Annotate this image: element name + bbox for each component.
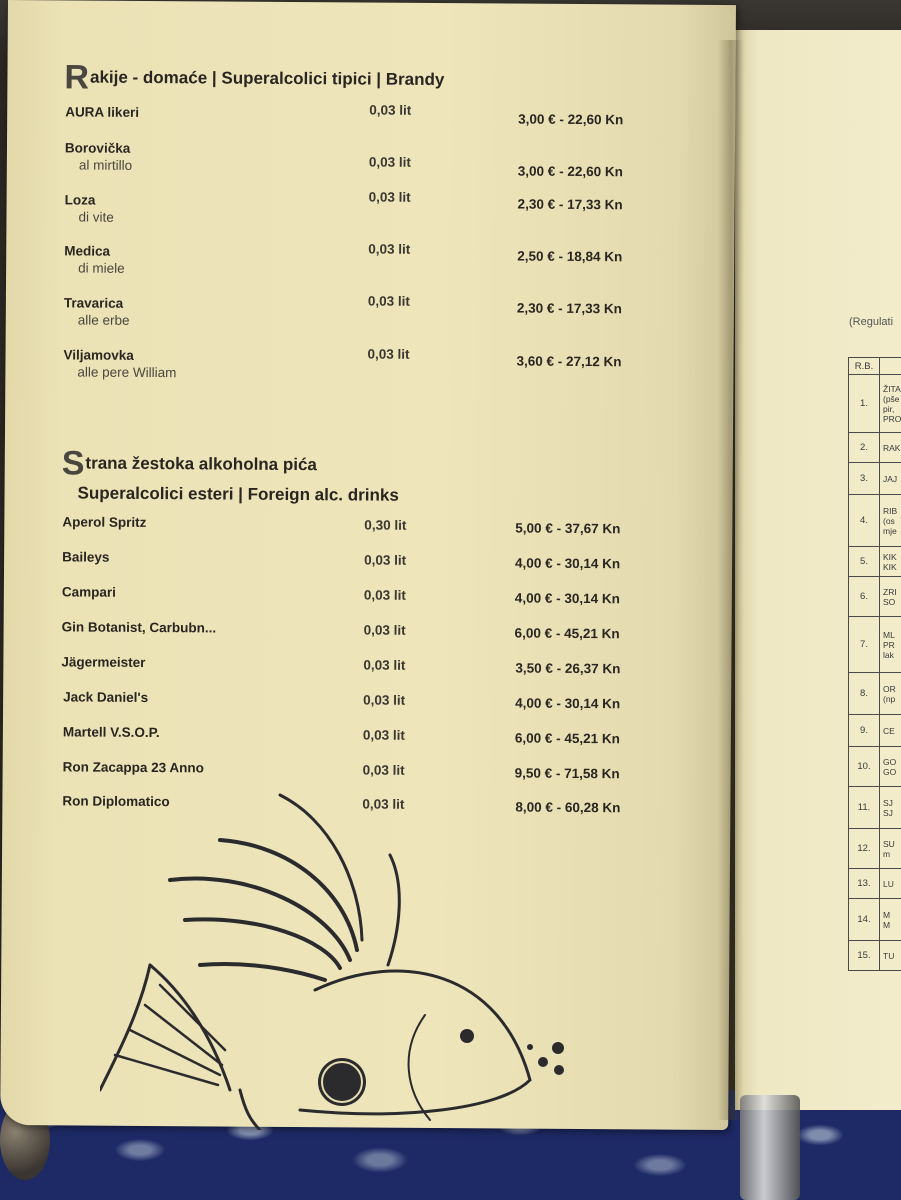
rakija-volume: 0,03 lit <box>367 346 410 362</box>
foreign-drink-name: Campari <box>61 584 116 600</box>
allergen-number: 4. <box>849 495 880 547</box>
rakija-description: di miele <box>78 260 125 276</box>
foreign-drink-name: Jägermeister <box>61 654 146 670</box>
foreign-drink-name: Ron Zacappa 23 Anno <box>62 759 204 776</box>
foreign-drink-name: Jack Daniel's <box>63 689 149 705</box>
allergen-table <box>848 357 901 971</box>
allergen-number: 3. <box>849 463 880 495</box>
rakija-description: alle erbe <box>77 312 130 328</box>
allergen-row <box>849 673 901 715</box>
foreign-drink-volume: 0,03 lit <box>362 727 405 743</box>
foreign-drink-name: Gin Botanist, Carbubn... <box>61 619 217 636</box>
rakija-name: AURA likeri <box>65 104 140 120</box>
allergen-text: RAK <box>880 433 901 463</box>
allergen-text: M M <box>880 899 901 941</box>
rakija-name: Viljamovka <box>63 347 134 363</box>
foreign-drink-name: Aperol Spritz <box>62 514 147 530</box>
rakija-description: di vite <box>78 209 114 225</box>
foreign-drink-volume: 0,03 lit <box>362 796 405 812</box>
foreign-drink-price: 8,00 € - 60,28 Kn <box>515 799 621 816</box>
foreign-drink-name: Ron Diplomatico <box>62 793 170 810</box>
foreign-drink-name: Baileys <box>62 549 110 565</box>
allergen-number: 7. <box>849 617 880 673</box>
rakija-volume: 0,03 lit <box>368 241 411 257</box>
foreign-drink-price: 6,00 € - 45,21 Kn <box>514 625 620 642</box>
rakija-name: Medica <box>64 243 111 259</box>
allergen-row <box>849 899 901 941</box>
rakija-price: 3,00 € - 22,60 Kn <box>518 111 624 128</box>
rakija-price: 2,30 € - 17,33 Kn <box>516 300 622 317</box>
fish-illustration-icon <box>100 790 620 1130</box>
foreign-drink-volume: 0,03 lit <box>362 762 405 778</box>
allergen-text: SU m <box>880 829 901 869</box>
allergen-number: 15. <box>849 941 880 971</box>
rakija-name: Loza <box>64 192 96 208</box>
rakija-name: Travarica <box>63 295 124 311</box>
foreign-drink-price: 4,00 € - 30,14 Kn <box>515 555 621 572</box>
allergen-row <box>849 617 901 673</box>
foreign-drink-volume: 0,03 lit <box>363 622 406 638</box>
allergen-row <box>849 869 901 899</box>
foreign-drink-volume: 0,03 lit <box>363 692 406 708</box>
allergen-text: ŽITA (pše pir, PRO <box>880 375 901 433</box>
allergen-number: 13. <box>849 869 880 899</box>
rakija-volume: 0,03 lit <box>368 154 411 170</box>
allergen-text: GO GO <box>880 747 901 787</box>
section-heading-strana: Strana žestoka alkoholna pića <box>61 444 317 483</box>
section-subheading-foreign: Superalcolici esteri | Foreign alc. drinks <box>77 483 399 505</box>
allergen-number: 8. <box>849 673 880 715</box>
allergen-row <box>849 495 901 547</box>
foreign-drink-volume: 0,30 lit <box>364 517 407 533</box>
allergen-row <box>849 463 901 495</box>
allergen-row <box>849 375 901 433</box>
allergen-number: 1. <box>849 375 880 433</box>
foreign-drink-volume: 0,03 lit <box>364 552 407 568</box>
rakija-volume: 0,03 lit <box>367 293 410 309</box>
foreign-drink-volume: 0,03 lit <box>363 657 406 673</box>
foreign-drink-price: 9,50 € - 71,58 Kn <box>514 765 620 782</box>
regulation-label: (Regulati <box>849 316 894 328</box>
allergen-row <box>849 433 901 463</box>
rakija-price: 3,60 € - 27,12 Kn <box>516 353 622 370</box>
allergen-number: 11. <box>849 787 880 829</box>
allergen-row <box>849 829 901 869</box>
rakija-name: Borovička <box>64 140 131 156</box>
allergen-number: 5. <box>849 547 880 577</box>
allergen-row <box>849 747 901 787</box>
book-gutter <box>718 40 744 1120</box>
allergen-number: 6. <box>849 577 880 617</box>
allergen-text: CE <box>880 715 901 747</box>
allergen-number: 14. <box>849 899 880 941</box>
rakija-volume: 0,03 lit <box>368 189 411 205</box>
rakija-price: 2,50 € - 18,84 Kn <box>517 248 623 265</box>
allergen-text: RIB (os mje <box>880 495 901 547</box>
allergen-row <box>849 941 901 971</box>
allergen-number: 10. <box>849 747 880 787</box>
allergen-text: ZRI SO <box>880 577 901 617</box>
rakija-volume: 0,03 lit <box>369 102 412 118</box>
allergen-text: KIK KIK <box>880 547 901 577</box>
section-heading-rakije: Rakije - domaće | Superalcolici tipici | Brandy <box>64 58 445 97</box>
allergen-text: TU <box>880 941 901 971</box>
rakija-price: 2,30 € - 17,33 Kn <box>517 196 623 213</box>
foreign-drink-price: 4,00 € - 30,14 Kn <box>514 590 620 607</box>
allergen-row <box>849 577 901 617</box>
allergen-text: OR (np <box>880 673 901 715</box>
rakija-description: al mirtillo <box>78 157 133 173</box>
allergen-number: 12. <box>849 829 880 869</box>
foreign-drink-volume: 0,03 lit <box>363 587 406 603</box>
allergen-number: 2. <box>849 433 880 463</box>
foreign-drink-name: Martell V.S.O.P. <box>62 724 160 741</box>
foreign-drink-price: 5,00 € - 37,67 Kn <box>515 520 621 537</box>
foreign-drink-price: 6,00 € - 45,21 Kn <box>514 730 620 747</box>
allergen-row <box>849 715 901 747</box>
allergen-row <box>849 787 901 829</box>
allergen-row <box>849 547 901 577</box>
rakija-price: 3,00 € - 22,60 Kn <box>517 163 623 180</box>
foreign-drink-price: 4,00 € - 30,14 Kn <box>515 695 621 712</box>
allergen-number: 9. <box>849 715 880 747</box>
allergen-text: JAJ <box>880 463 901 495</box>
allergen-text: ML PR lak <box>880 617 901 673</box>
menu-clip <box>740 1095 800 1200</box>
allergen-text: LU <box>880 869 901 899</box>
allergen-table-header: R.B. <box>849 358 880 375</box>
rakija-description: alle pere William <box>77 364 177 381</box>
foreign-drink-price: 3,50 € - 26,37 Kn <box>515 660 621 677</box>
allergen-text: SJ SJ <box>880 787 901 829</box>
